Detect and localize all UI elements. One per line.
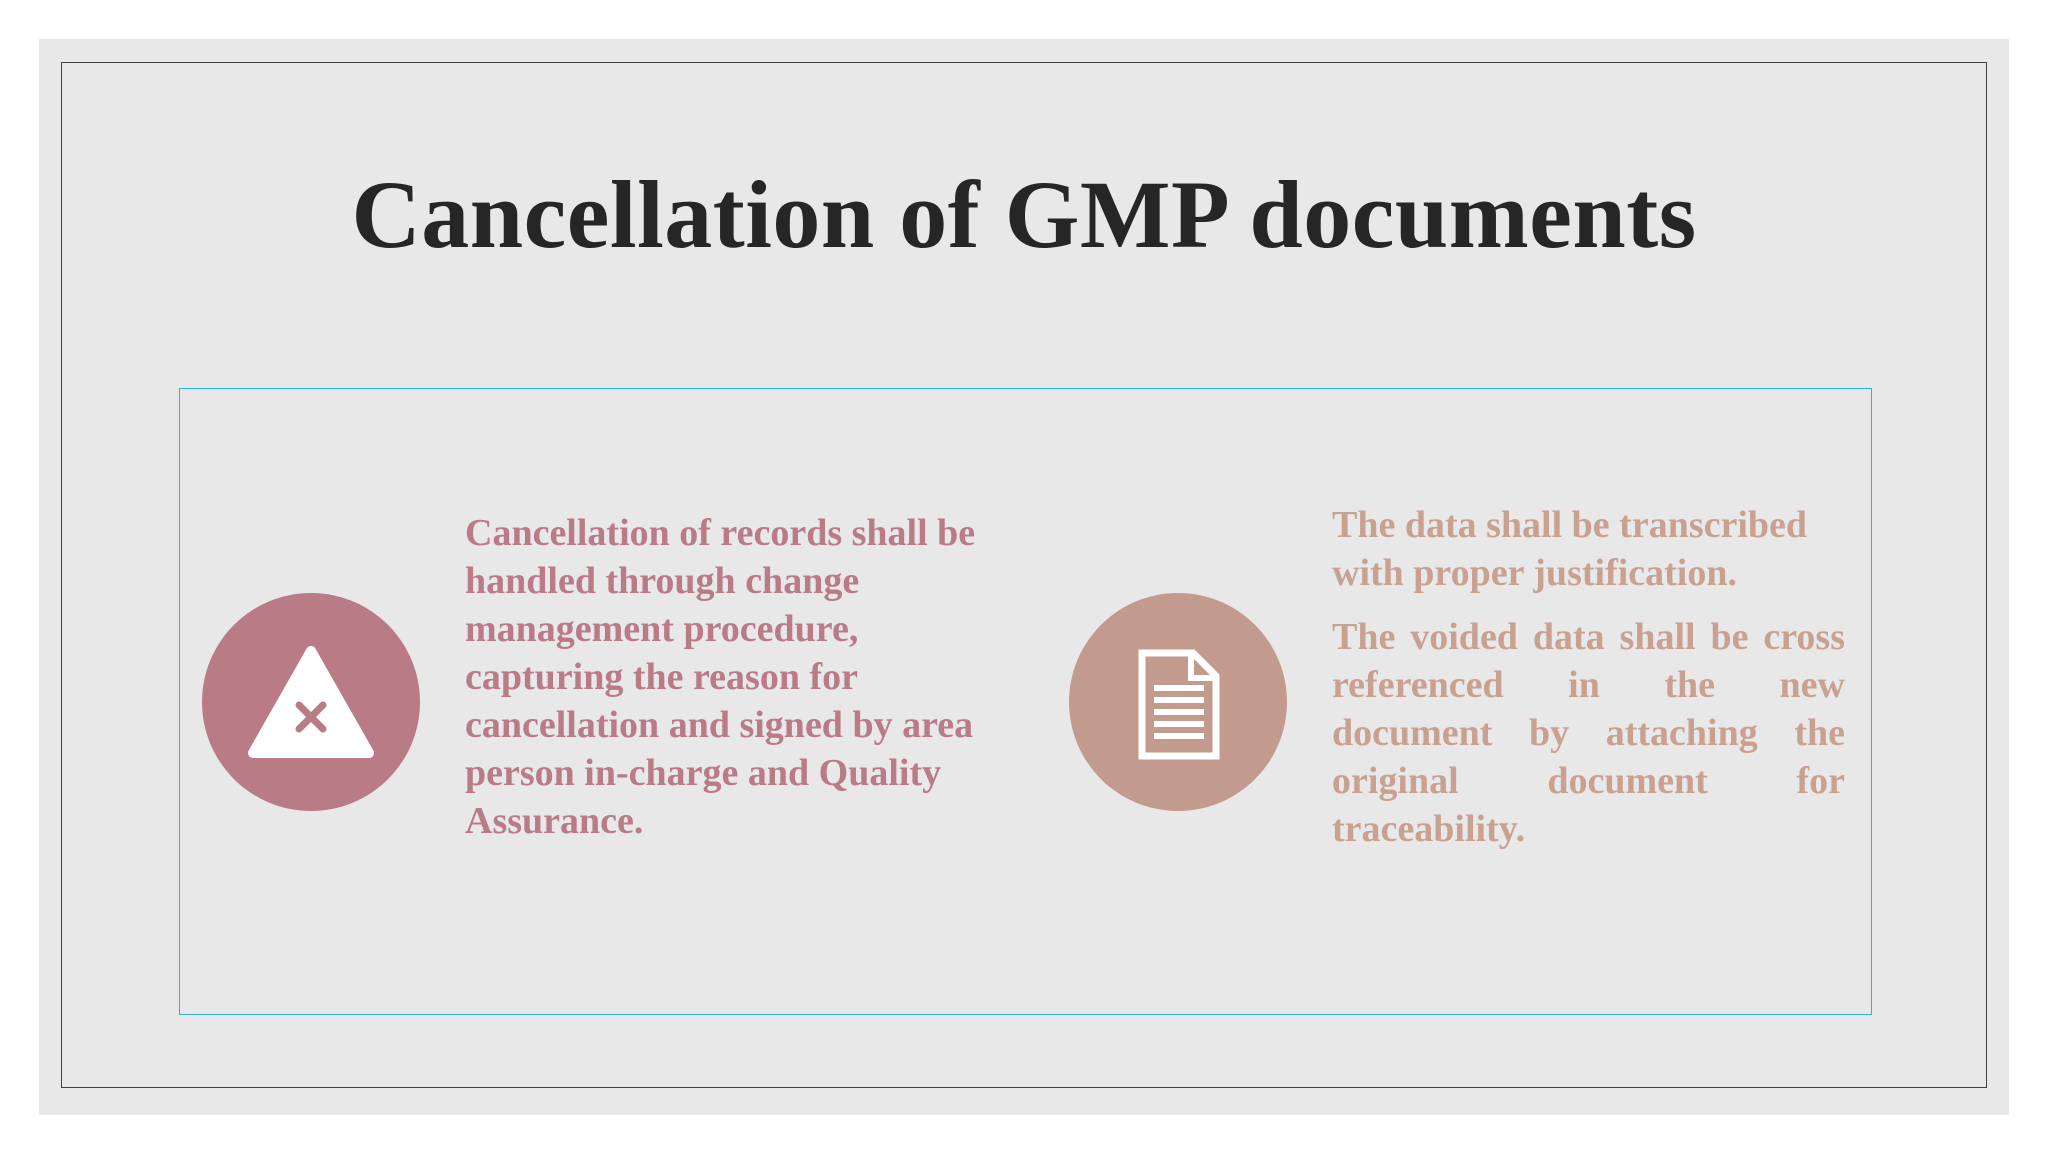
cross-reference-paragraph: The voided data shall be cross referenced in the new document by attaching the original document for traceability. — [1332, 616, 1845, 850]
document-icon-circle — [1069, 593, 1287, 811]
warning-x-icon — [202, 593, 420, 811]
voided-data-text — [1332, 501, 1845, 853]
slide — [39, 39, 2009, 1115]
content-box — [179, 388, 1872, 1015]
slide-title: Cancellation of GMP documents — [351, 161, 1697, 268]
cancel-icon-circle — [202, 593, 420, 811]
document-icon — [1069, 593, 1287, 811]
cancellation-text: Cancellation of records shall be handled through change management procedure, capturing the reason for cancellation and signed by area person in-charge and Quality Assurance. — [465, 512, 976, 842]
transcription-paragraph: The data shall be transcribed with proper justification. — [1332, 504, 1808, 594]
